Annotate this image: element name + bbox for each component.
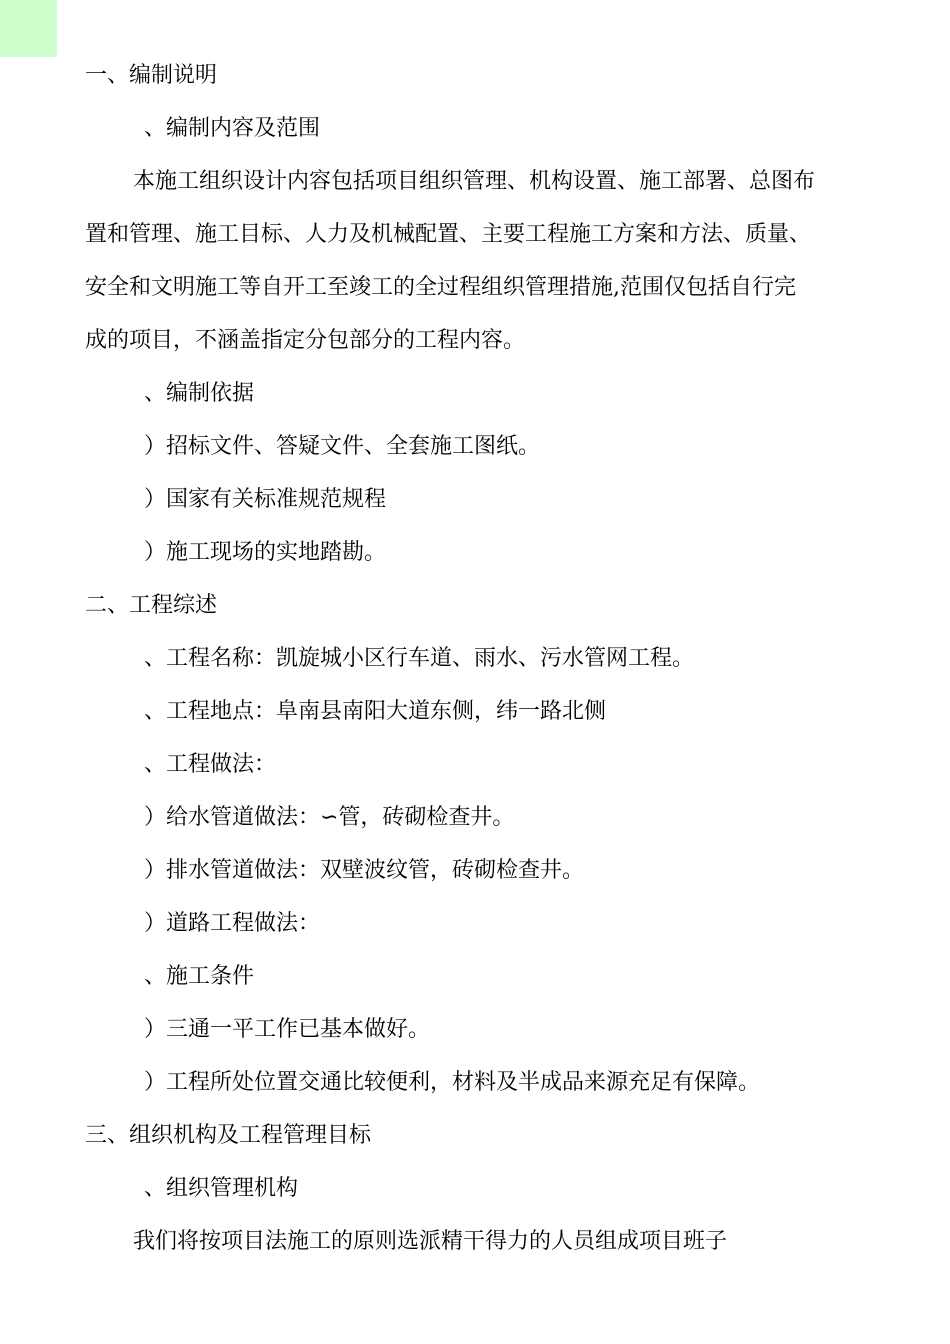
paragraph-scope-line-1: 本施工组织设计内容包括项目组织管理、机构设置、施工部署、总图布 xyxy=(133,169,816,194)
list-item-conditions-2: ）工程所处位置交通比较便利，材料及半成品来源充足有保障。 xyxy=(144,1070,761,1095)
subsection-project-name: 、工程名称：凯旋城小区行车道、雨水、污水管网工程。 xyxy=(144,646,695,671)
corner-color-block xyxy=(0,0,57,57)
paragraph-organization-line-1: 我们将按项目法施工的原则选派精干得力的人员组成项目班子 xyxy=(133,1229,728,1254)
subsection-organization: 、组织管理机构 xyxy=(144,1176,299,1201)
subsection-project-method: 、工程做法： xyxy=(144,752,277,777)
list-item-method-3: ）道路工程做法： xyxy=(144,911,321,936)
subsection-conditions: 、施工条件 xyxy=(144,964,255,989)
section-heading-2: 二、工程综述 xyxy=(85,593,218,618)
subsection-heading-scope: 、编制内容及范围 xyxy=(144,116,321,141)
list-item-conditions-1: ）三通一平工作已基本做好。 xyxy=(144,1017,431,1042)
list-item-method-1: ）给水管道做法：∽管，砖砌检查井。 xyxy=(144,805,515,830)
subsection-heading-basis: 、编制依据 xyxy=(144,381,255,406)
paragraph-scope-line-2: 置和管理、施工目标、人力及机械配置、主要工程施工方案和方法、质量、 xyxy=(85,222,812,247)
subsection-project-location: 、工程地点：阜南县南阳大道东侧，纬一路北侧 xyxy=(144,699,607,724)
list-item-basis-1: ）招标文件、答疑文件、全套施工图纸。 xyxy=(144,434,541,459)
section-heading-3: 三、组织机构及工程管理目标 xyxy=(85,1123,372,1148)
document-body xyxy=(85,49,885,1268)
list-item-basis-3: ）施工现场的实地踏勘。 xyxy=(144,540,387,565)
section-heading-1: 一、编制说明 xyxy=(85,63,218,88)
paragraph-scope-line-4: 成的项目，不涵盖指定分包部分的工程内容。 xyxy=(85,328,526,353)
list-item-basis-2: ）国家有关标准规范规程 xyxy=(144,487,387,512)
paragraph-scope-line-3: 安全和文明施工等自开工至竣工的全过程组织管理措施,范围仅包括自行完 xyxy=(85,275,796,300)
list-item-method-2: ）排水管道做法：双壁波纹管，砖砌检查井。 xyxy=(144,858,585,883)
